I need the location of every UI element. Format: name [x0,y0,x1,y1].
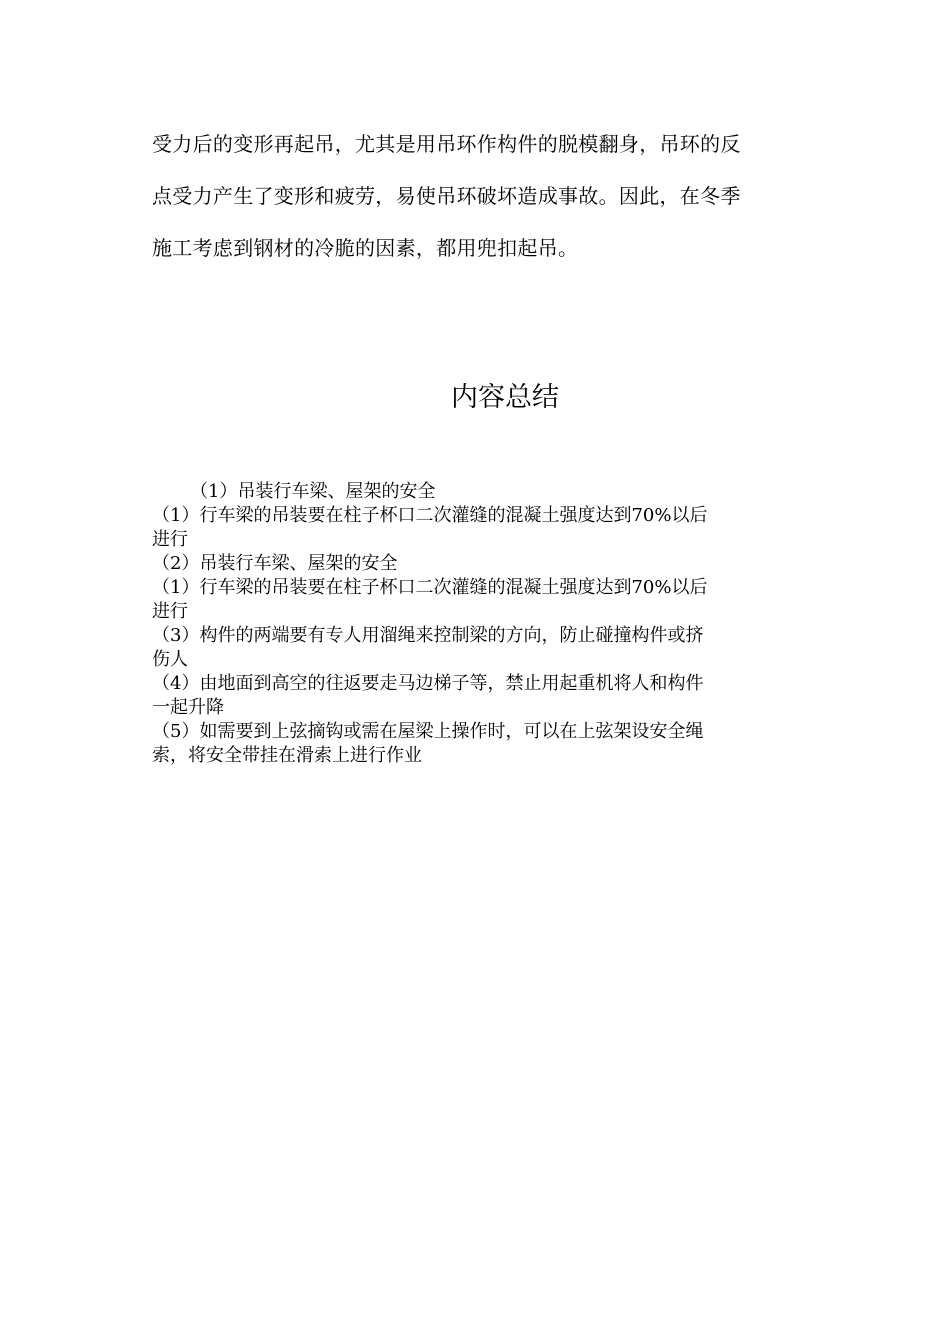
summary-list [152,480,792,768]
summary-line: 伤人 [152,649,188,670]
summary-line: （4）由地面到高空的往返要走马边梯子等，禁止用起重机将人和构件 [152,673,704,694]
summary-line: 一起升降 [152,697,224,718]
body-line: 施工考虑到钢材的冷脆的因素，都用兜扣起吊。 [152,236,579,260]
body-line: 受力后的变形再起吊，尤其是用吊环作构件的脱模翻身，吊环的反 [152,132,741,156]
summary-line: 索，将安全带挂在滑索上进行作业 [152,745,422,766]
summary-line: 进行 [152,601,188,622]
summary-line: （2）吊装行车梁、屋架的安全 [152,553,398,574]
summary-line: （1）吊装行车梁、屋架的安全 [190,481,436,502]
body-paragraph [152,118,804,274]
body-line: 点受力产生了变形和疲劳，易使吊环破坏造成事故。因此，在冬季 [152,184,741,208]
summary-line: 进行 [152,529,188,550]
summary-line: （1）行车梁的吊装要在柱子杯口二次灌缝的混凝土强度达到70%以后 [152,577,708,598]
summary-title: 内容总结 [451,382,559,413]
summary-line: （3）构件的两端要有专人用溜绳来控制梁的方向，防止碰撞构件或挤 [152,625,704,646]
summary-line: （1）行车梁的吊装要在柱子杯口二次灌缝的混凝土强度达到70%以后 [152,505,708,526]
summary-line: （5）如需要到上弦摘钩或需在屋梁上操作时，可以在上弦架设安全绳 [152,721,704,742]
